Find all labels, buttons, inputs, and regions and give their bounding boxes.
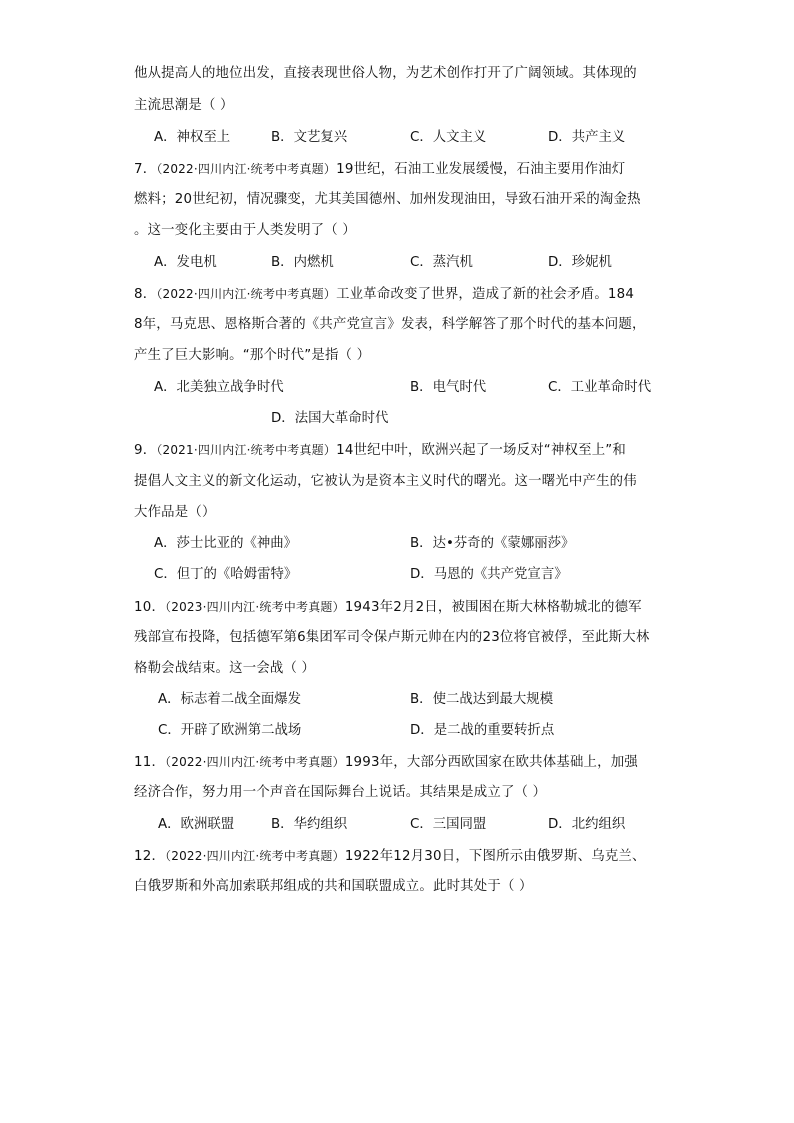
q8-source: （2022·四川内江·统考中考真题）	[156, 287, 337, 301]
q7-text: 19世纪，石油工业发展缓慢，石油主要用作油灯	[336, 162, 626, 177]
q11-source: （2022·四川内江·统考中考真题）	[165, 755, 345, 769]
q12-text: 1922年12月30日，下图所示由俄罗斯、乌克兰、	[344, 849, 646, 864]
q9-option-b: B．达•芬奇的《蒙娜丽莎》	[410, 536, 575, 551]
q11-option-a: A．欧洲联盟	[158, 817, 235, 832]
q8-option-b: B．电气时代	[410, 380, 487, 395]
q6-option-c: C．人文主义	[410, 130, 487, 145]
q8-option-a: A．北美独立战争时代	[154, 380, 284, 395]
q10-number: 10．	[134, 600, 166, 615]
q10-option-d: D．是二战的重要转折点	[410, 723, 555, 738]
q11-text-line2: 经济合作，努力用一个声音在国际舞台上说话。其结果是成立了（ ）	[134, 785, 547, 800]
q7-option-b: B．内燃机	[271, 255, 334, 270]
q7-source: （2022·四川内江·统考中考真题）	[156, 162, 337, 176]
q11-stem-line1	[134, 752, 638, 773]
q7-stem-line1	[134, 159, 625, 180]
q12-number: 12．	[134, 849, 166, 864]
q7-number: 7．	[134, 162, 157, 177]
q10-option-c: C．开辟了欧洲第二战场	[158, 723, 302, 738]
q7-text-line3: 。这一变化主要由于人类发明了（ ）	[134, 223, 356, 238]
q8-stem-line1	[134, 284, 634, 305]
q8-text-line3: 产生了巨大影响。“那个时代”是指（ ）	[134, 348, 371, 363]
q10-option-a: A．标志着二战全面爆发	[158, 692, 302, 707]
q12-stem-line1	[134, 846, 646, 867]
q10-text-line2: 残部宣布投降，包括德军第6集团军司令保卢斯元帅在内的23位将官被俘，至此斯大林	[134, 630, 650, 645]
q9-number: 9．	[134, 443, 157, 458]
q11-option-d: D．北约组织	[548, 817, 626, 832]
q8-text-line2: 8年，马克思、恩格斯合著的《共产党宣言》发表，科学解答了那个时代的基本问题，	[134, 317, 646, 332]
q7-option-d: D．珍妮机	[548, 255, 612, 270]
q6-text-line1: 他从提高人的地位出发，直接表现世俗人物，为艺术创作打开了广阔领域。其体现的	[134, 66, 637, 81]
q6-option-b: B．文艺复兴	[271, 130, 348, 145]
q7-option-a: A．发电机	[154, 255, 217, 270]
q12-source: （2022·四川内江·统考中考真题）	[165, 849, 345, 863]
q11-option-c: C．三国同盟	[410, 817, 487, 832]
q6-text-line2: 主流思潮是（ ）	[134, 98, 234, 113]
q6-option-a: A．神权至上	[154, 130, 231, 145]
q10-text: 1943年2月2日，被围困在斯大林格勒城北的德军	[344, 600, 642, 615]
q12-text-line2: 白俄罗斯和外高加索联邦组成的共和国联盟成立。此时其处于（ ）	[134, 879, 533, 894]
q11-option-b: B．华约组织	[271, 817, 348, 832]
q9-option-d: D．马恩的《共产党宣言》	[410, 567, 568, 582]
q8-option-c: C．工业革命时代	[548, 380, 652, 395]
q9-stem-line1	[134, 440, 626, 461]
q10-source: （2023·四川内江·统考中考真题）	[165, 600, 345, 614]
q11-text: 1993年，大部分西欧国家在欧共体基础上，加强	[344, 755, 638, 770]
q8-option-d: D．法国大革命时代	[271, 411, 389, 426]
q9-text-line2: 提倡人文主义的新文化运动，它被认为是资本主义时代的曙光。这一曙光中产生的伟	[134, 474, 637, 489]
q9-text-line3: 大作品是（）	[134, 505, 216, 520]
q9-option-a: A．莎士比亚的《神曲》	[154, 536, 298, 551]
q7-option-c: C．蒸汽机	[410, 255, 473, 270]
q7-text-line2: 燃料；20世纪初，情况骤变，尤其美国德州、加州发现油田，导致石油开采的淘金热	[134, 192, 641, 207]
q6-option-d: D．共产主义	[548, 130, 626, 145]
q11-number: 11．	[134, 755, 166, 770]
q9-source: （2021·四川内江·统考中考真题）	[156, 443, 337, 457]
q9-option-c: C．但丁的《哈姆雷特》	[154, 567, 298, 582]
q10-option-b: B．使二战达到最大规模	[410, 692, 554, 707]
q8-text: 工业革命改变了世界，造成了新的社会矛盾。184	[336, 287, 635, 302]
q8-number: 8．	[134, 287, 157, 302]
q10-stem-line1	[134, 597, 642, 618]
q9-text: 14世纪中叶，欧洲兴起了一场反对“神权至上”和	[336, 443, 627, 458]
q10-text-line3: 格勒会战结束。这一会战（ ）	[134, 661, 316, 676]
